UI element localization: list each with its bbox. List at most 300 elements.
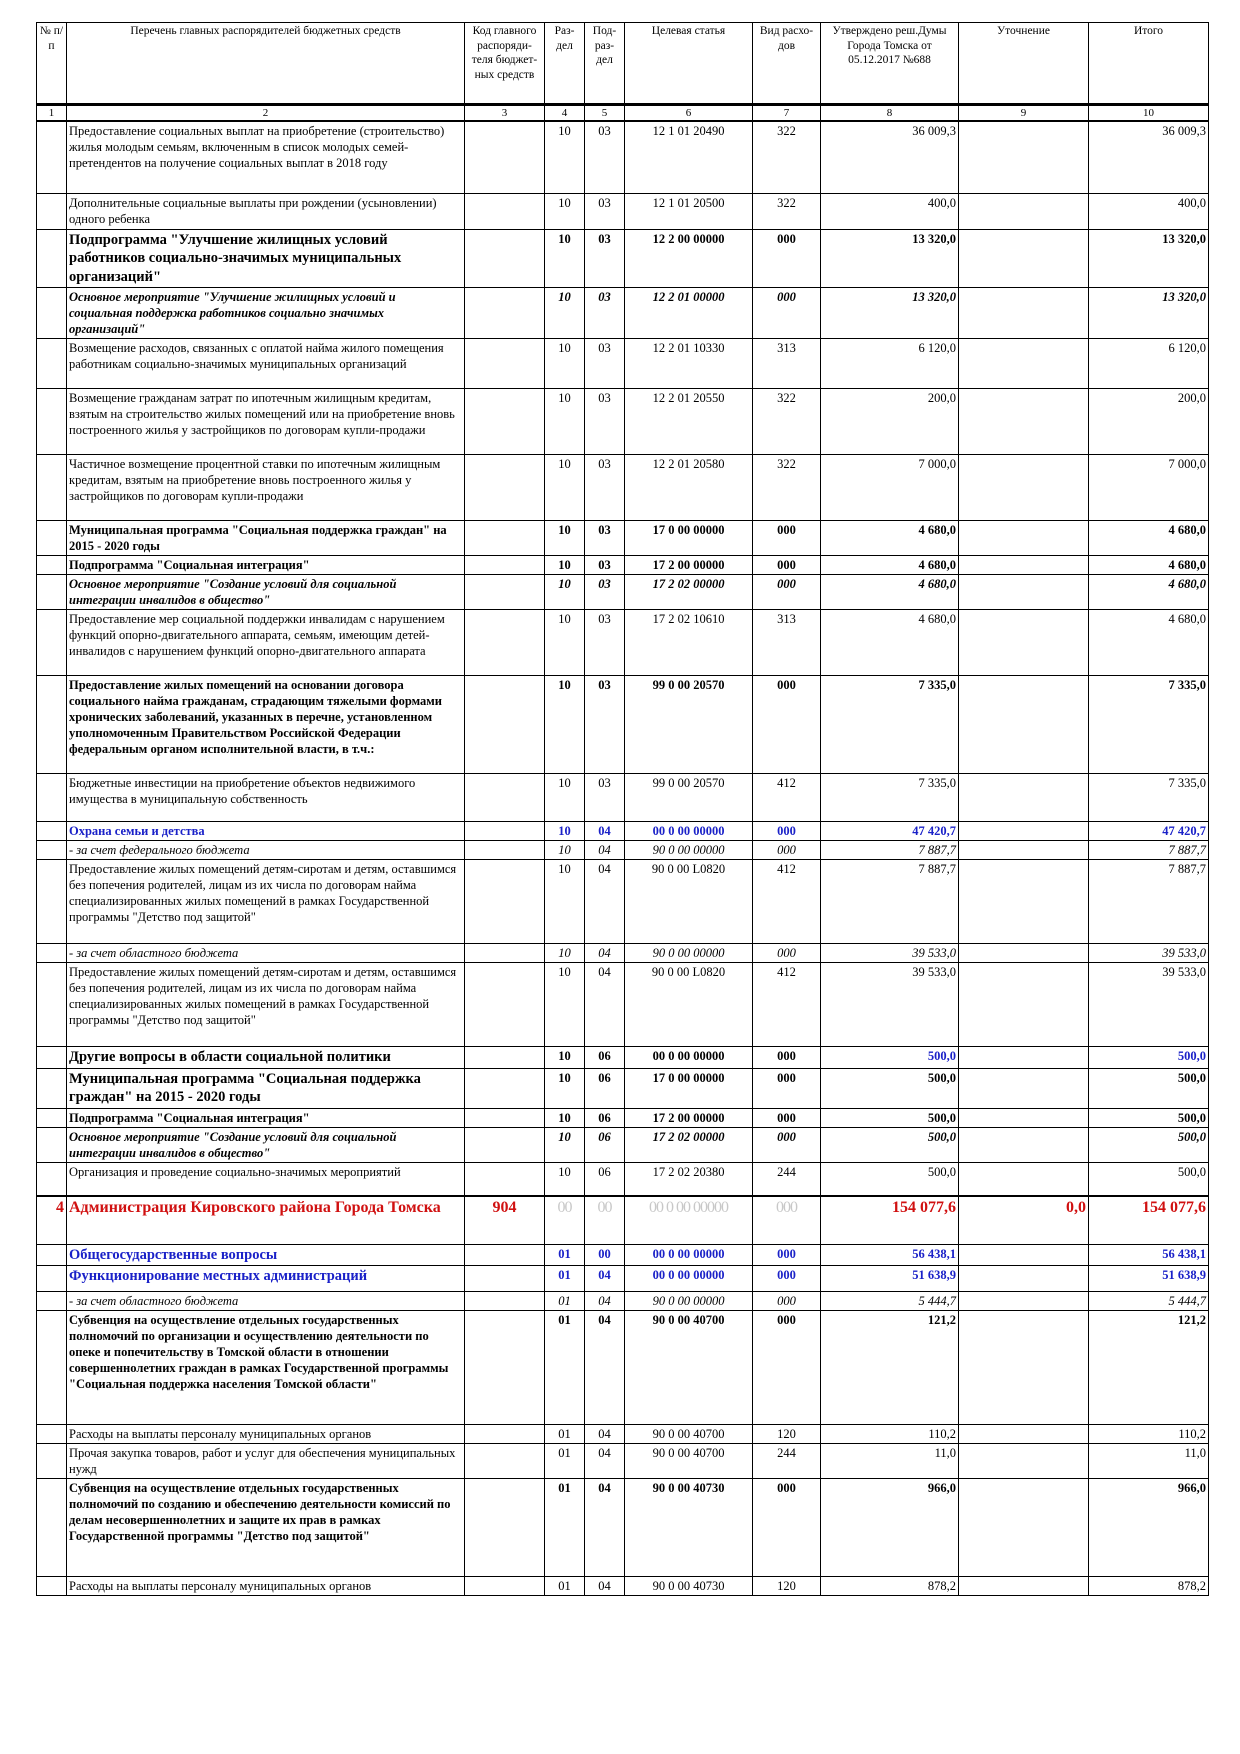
row-total: 39 533,0 [1089,963,1209,1047]
row-number [37,455,67,521]
row-total: 400,0 [1089,193,1209,229]
row-number [37,1047,67,1069]
header-expense-type: Вид расхо-дов [753,23,821,105]
row-code [465,521,545,556]
row-expense-type: 000 [753,1068,821,1108]
row-podrazdel: 00 [585,1196,625,1244]
row-expense-type: 000 [753,1311,821,1425]
row-change [959,1425,1089,1444]
row-name: Основное мероприятие "Улучшение жилищных условий и социальная поддержка работников социально значимых организаций" [67,288,465,339]
row-podrazdel: 04 [585,1266,625,1292]
header-total: Итого [1089,23,1209,105]
row-approved: 200,0 [821,389,959,455]
table-row [37,841,1209,860]
row-number: 4 [37,1196,67,1244]
row-total: 4 680,0 [1089,610,1209,676]
row-razdel: 10 [545,1127,585,1162]
row-razdel: 01 [545,1444,585,1479]
row-total: 51 638,9 [1089,1266,1209,1292]
row-target-article: 12 2 01 20550 [625,389,753,455]
row-approved: 500,0 [821,1162,959,1196]
row-total: 110,2 [1089,1425,1209,1444]
row-expense-type: 322 [753,121,821,193]
row-approved: 4 680,0 [821,610,959,676]
row-target-article: 12 2 01 10330 [625,339,753,389]
row-razdel: 10 [545,944,585,963]
row-expense-type: 000 [753,1108,821,1127]
row-approved: 500,0 [821,1108,959,1127]
row-name: Возмещение расходов, связанных с оплатой найма жилого помещения работникам социально-значимых муниципальных организаций [67,339,465,389]
row-target-article: 12 2 00 00000 [625,229,753,288]
row-approved: 51 638,9 [821,1266,959,1292]
row-code [465,676,545,774]
row-number [37,944,67,963]
row-total: 13 320,0 [1089,229,1209,288]
row-code [465,1047,545,1069]
row-change [959,822,1089,841]
row-podrazdel: 03 [585,575,625,610]
row-total: 966,0 [1089,1479,1209,1577]
row-code [465,822,545,841]
row-razdel: 10 [545,521,585,556]
row-total: 4 680,0 [1089,575,1209,610]
row-podrazdel: 03 [585,121,625,193]
row-expense-type: 000 [753,1047,821,1069]
table-row [37,676,1209,774]
row-razdel: 01 [545,1266,585,1292]
row-change [959,455,1089,521]
row-target-article: 99 0 00 20570 [625,774,753,822]
row-change [959,1127,1089,1162]
row-target-article: 12 1 01 20500 [625,193,753,229]
row-name: Прочая закупка товаров, работ и услуг для обеспечения муниципальных нужд [67,1444,465,1479]
row-podrazdel: 04 [585,1292,625,1311]
header-approved: Утверждено реш.Думы Города Томска от 05.12.2017 №688 [821,23,959,105]
row-total: 36 009,3 [1089,121,1209,193]
row-change [959,1577,1089,1596]
row-expense-type: 000 [753,1196,821,1244]
row-target-article: 90 0 00 40700 [625,1444,753,1479]
row-razdel: 01 [545,1292,585,1311]
table-row [37,193,1209,229]
row-name: Предоставление мер социальной поддержки инвалидам с нарушением функций опорно-двигательного аппарата, семьям, имеющим детей-инвалидов с нарушением функций опорно-двигательного аппарата [67,610,465,676]
row-razdel: 10 [545,193,585,229]
header-change: Уточнение [959,23,1089,105]
row-target-article: 90 0 00 00000 [625,841,753,860]
row-target-article: 17 2 00 00000 [625,1108,753,1127]
row-target-article: 17 2 02 00000 [625,575,753,610]
column-number: 6 [625,105,753,122]
row-razdel: 10 [545,455,585,521]
row-code [465,575,545,610]
row-number [37,1479,67,1577]
row-name: Предоставление жилых помещений детям-сиротам и детям, оставшимся без попечения родителей, лицам из их числа по договорам найма специализированных жилых помещений в рамках Государственной программы "Детство под защитой" [67,860,465,944]
row-change [959,944,1089,963]
row-code [465,860,545,944]
row-podrazdel: 03 [585,389,625,455]
row-approved: 7 887,7 [821,860,959,944]
row-razdel: 10 [545,860,585,944]
row-target-article: 00 0 00 00000 [625,822,753,841]
row-name: Функционирование местных администраций [67,1266,465,1292]
row-podrazdel: 03 [585,610,625,676]
row-approved: 966,0 [821,1479,959,1577]
row-podrazdel: 04 [585,822,625,841]
row-expense-type: 000 [753,288,821,339]
table-row [37,339,1209,389]
column-number: 4 [545,105,585,122]
row-code [465,556,545,575]
row-expense-type: 322 [753,455,821,521]
row-razdel: 10 [545,1162,585,1196]
row-number [37,1244,67,1266]
row-change [959,193,1089,229]
row-target-article: 17 2 02 10610 [625,610,753,676]
row-name: Расходы на выплаты персоналу муниципальных органов [67,1577,465,1596]
row-expense-type: 000 [753,521,821,556]
row-change [959,676,1089,774]
row-number [37,1444,67,1479]
row-target-article: 90 0 00 00000 [625,944,753,963]
row-razdel: 10 [545,676,585,774]
row-target-article: 17 2 02 00000 [625,1127,753,1162]
row-number [37,339,67,389]
row-number [37,1425,67,1444]
row-razdel: 01 [545,1425,585,1444]
row-expense-type: 244 [753,1444,821,1479]
row-approved: 39 533,0 [821,944,959,963]
header-target-article: Целевая статья [625,23,753,105]
row-podrazdel: 04 [585,944,625,963]
row-total: 200,0 [1089,389,1209,455]
row-number [37,1292,67,1311]
row-code [465,1266,545,1292]
column-number: 2 [67,105,465,122]
table-row [37,521,1209,556]
row-code [465,1108,545,1127]
row-target-article: 90 0 00 L0820 [625,860,753,944]
row-code [465,610,545,676]
row-change [959,1311,1089,1425]
row-name: Муниципальная программа "Социальная поддержка граждан" на 2015 - 2020 годы [67,1068,465,1108]
row-podrazdel: 03 [585,288,625,339]
row-approved: 500,0 [821,1127,959,1162]
row-total: 47 420,7 [1089,822,1209,841]
row-target-article: 00 0 00 00000 [625,1047,753,1069]
table-row [37,774,1209,822]
row-expense-type: 322 [753,389,821,455]
table-row [37,1127,1209,1162]
row-name: Охрана семьи и детства [67,822,465,841]
row-name: Подпрограмма "Социальная интеграция" [67,1108,465,1127]
row-target-article: 90 0 00 40730 [625,1479,753,1577]
row-number [37,1108,67,1127]
row-number [37,288,67,339]
row-expense-type: 322 [753,193,821,229]
row-podrazdel: 04 [585,841,625,860]
row-total: 7 000,0 [1089,455,1209,521]
row-total: 878,2 [1089,1577,1209,1596]
row-change [959,229,1089,288]
table-row [37,822,1209,841]
row-target-article: 17 0 00 00000 [625,1068,753,1108]
row-total: 13 320,0 [1089,288,1209,339]
row-expense-type: 313 [753,610,821,676]
row-approved: 4 680,0 [821,556,959,575]
row-code: 904 [465,1196,545,1244]
table-row [37,455,1209,521]
row-podrazdel: 03 [585,193,625,229]
row-razdel: 01 [545,1244,585,1266]
table-row [37,1266,1209,1292]
table-row [37,1425,1209,1444]
table-row [37,610,1209,676]
row-podrazdel: 06 [585,1068,625,1108]
row-change [959,860,1089,944]
row-podrazdel: 03 [585,774,625,822]
row-podrazdel: 06 [585,1162,625,1196]
table-row [37,1196,1209,1244]
row-number [37,193,67,229]
row-approved: 56 438,1 [821,1244,959,1266]
row-change [959,1479,1089,1577]
row-approved: 154 077,6 [821,1196,959,1244]
row-total: 56 438,1 [1089,1244,1209,1266]
table-row [37,944,1209,963]
column-number: 7 [753,105,821,122]
row-number [37,229,67,288]
row-razdel: 10 [545,339,585,389]
row-target-article: 90 0 00 40700 [625,1311,753,1425]
row-code [465,1444,545,1479]
row-code [465,389,545,455]
row-change: 0,0 [959,1196,1089,1244]
row-expense-type: 120 [753,1577,821,1596]
budget-table [36,22,1209,1596]
header-name: Перечень главных распорядителей бюджетных средств [67,23,465,105]
row-total: 500,0 [1089,1127,1209,1162]
table-row [37,1292,1209,1311]
row-podrazdel: 03 [585,455,625,521]
row-total: 7 335,0 [1089,774,1209,822]
row-change [959,963,1089,1047]
row-podrazdel: 04 [585,1444,625,1479]
header-podrazdel: Под-раз-дел [585,23,625,105]
row-total: 39 533,0 [1089,944,1209,963]
row-podrazdel: 06 [585,1047,625,1069]
row-number [37,1266,67,1292]
table-row [37,1311,1209,1425]
table-row [37,1108,1209,1127]
column-number: 10 [1089,105,1209,122]
row-podrazdel: 04 [585,1311,625,1425]
row-approved: 878,2 [821,1577,959,1596]
row-code [465,339,545,389]
row-total: 500,0 [1089,1108,1209,1127]
row-number [37,1162,67,1196]
row-expense-type: 000 [753,1479,821,1577]
row-razdel: 10 [545,1047,585,1069]
row-razdel: 10 [545,841,585,860]
row-total: 6 120,0 [1089,339,1209,389]
row-target-article: 00 0 00 00000 [625,1266,753,1292]
row-total: 500,0 [1089,1068,1209,1108]
row-expense-type: 412 [753,860,821,944]
row-podrazdel: 00 [585,1244,625,1266]
row-total: 154 077,6 [1089,1196,1209,1244]
row-approved: 4 680,0 [821,575,959,610]
row-number [37,774,67,822]
row-razdel: 10 [545,963,585,1047]
row-change [959,841,1089,860]
row-target-article: 90 0 00 L0820 [625,963,753,1047]
row-name: Организация и проведение социально-значимых мероприятий [67,1162,465,1196]
column-number: 5 [585,105,625,122]
row-razdel: 10 [545,389,585,455]
table-row [37,1577,1209,1596]
row-podrazdel: 04 [585,1577,625,1596]
row-podrazdel: 03 [585,229,625,288]
row-code [465,288,545,339]
row-name: Бюджетные инвестиции на приобретение объектов недвижимого имущества в муниципальную собственность [67,774,465,822]
row-change [959,1162,1089,1196]
row-name: Основное мероприятие "Создание условий для социальной интеграции инвалидов в общество" [67,1127,465,1162]
row-number [37,389,67,455]
row-expense-type: 000 [753,1127,821,1162]
row-approved: 5 444,7 [821,1292,959,1311]
row-change [959,1266,1089,1292]
row-code [465,1244,545,1266]
row-expense-type: 000 [753,556,821,575]
row-razdel: 10 [545,610,585,676]
table-row [37,389,1209,455]
row-total: 500,0 [1089,1162,1209,1196]
row-podrazdel: 03 [585,556,625,575]
row-code [465,1577,545,1596]
row-expense-type: 000 [753,1244,821,1266]
row-target-article: 90 0 00 00000 [625,1292,753,1311]
row-name: - за счет областного бюджета [67,944,465,963]
column-number: 1 [37,105,67,122]
row-target-article: 99 0 00 20570 [625,676,753,774]
row-code [465,1162,545,1196]
row-razdel: 10 [545,229,585,288]
row-target-article: 00 0 00 00000 [625,1244,753,1266]
row-name: Возмещение гражданам затрат по ипотечным жилищным кредитам, взятым на строительство жилых помещений или на приобретение вновь построенного жилья у застройщиков по договорам купли-продажи [67,389,465,455]
row-approved: 6 120,0 [821,339,959,389]
row-expense-type: 412 [753,774,821,822]
row-change [959,610,1089,676]
row-code [465,841,545,860]
row-approved: 110,2 [821,1425,959,1444]
row-razdel: 01 [545,1311,585,1425]
row-name: Подпрограмма "Социальная интеграция" [67,556,465,575]
row-code [465,1068,545,1108]
row-podrazdel: 04 [585,1425,625,1444]
row-target-article: 90 0 00 40730 [625,1577,753,1596]
row-razdel: 10 [545,288,585,339]
row-razdel: 10 [545,1108,585,1127]
row-approved: 39 533,0 [821,963,959,1047]
table-row [37,1068,1209,1108]
table-row [37,556,1209,575]
row-total: 500,0 [1089,1047,1209,1069]
row-target-article: 90 0 00 40700 [625,1425,753,1444]
row-total: 7 887,7 [1089,841,1209,860]
header-row [37,23,1209,105]
table-row [37,229,1209,288]
row-approved: 47 420,7 [821,822,959,841]
row-number [37,1068,67,1108]
row-name: Расходы на выплаты персоналу муниципальных органов [67,1425,465,1444]
row-podrazdel: 04 [585,1479,625,1577]
row-razdel: 10 [545,556,585,575]
row-number [37,1311,67,1425]
header-razdel: Раз-дел [545,23,585,105]
table-row [37,121,1209,193]
row-approved: 11,0 [821,1444,959,1479]
row-expense-type: 412 [753,963,821,1047]
row-expense-type: 000 [753,1266,821,1292]
table-row [37,1244,1209,1266]
header-num: № п/п [37,23,67,105]
row-razdel: 00 [545,1196,585,1244]
row-total: 7 887,7 [1089,860,1209,944]
row-change [959,1047,1089,1069]
row-name: Дополнительные социальные выплаты при рождении (усыновлении) одного ребенка [67,193,465,229]
row-number [37,1577,67,1596]
row-name: - за счет федерального бюджета [67,841,465,860]
row-approved: 500,0 [821,1068,959,1108]
row-code [465,1127,545,1162]
row-razdel: 01 [545,1479,585,1577]
row-change [959,1244,1089,1266]
row-number [37,1127,67,1162]
table-row [37,288,1209,339]
row-number [37,841,67,860]
column-number: 9 [959,105,1089,122]
row-name: Частичное возмещение процентной ставки по ипотечным жилищным кредитам, взятым на приобретение вновь построенного жилья у застройщиков по договорам купли-продажи [67,455,465,521]
row-name: Субвенция на осуществление отдельных государственных полномочий по организации и осуществлению деятельности по опеке и попечительству в Томской области в отношении совершеннолетних граждан в рамках Государственной программы "Социальная поддержка населения Томской области" [67,1311,465,1425]
row-change [959,1444,1089,1479]
row-expense-type: 244 [753,1162,821,1196]
row-podrazdel: 06 [585,1108,625,1127]
row-code [465,774,545,822]
row-total: 11,0 [1089,1444,1209,1479]
row-total: 121,2 [1089,1311,1209,1425]
row-target-article: 00 0 00 00000 [625,1196,753,1244]
row-name: Общегосударственные вопросы [67,1244,465,1266]
row-code [465,121,545,193]
row-total: 5 444,7 [1089,1292,1209,1311]
row-number [37,610,67,676]
row-approved: 121,2 [821,1311,959,1425]
row-name: Предоставление социальных выплат на приобретение (строительство) жилья молодым семьям, включенным в список молодых семей-претендентов на получение социальных выплат в 2018 году [67,121,465,193]
row-change [959,575,1089,610]
header-code: Код главного распоряди-теля бюджет-ных средств [465,23,545,105]
row-target-article: 12 2 01 00000 [625,288,753,339]
row-approved: 7 335,0 [821,774,959,822]
row-razdel: 10 [545,121,585,193]
row-code [465,455,545,521]
table-row [37,575,1209,610]
row-target-article: 17 0 00 00000 [625,521,753,556]
row-number [37,521,67,556]
row-number [37,860,67,944]
row-change [959,1068,1089,1108]
row-podrazdel: 04 [585,860,625,944]
row-name: Другие вопросы в области социальной политики [67,1047,465,1069]
